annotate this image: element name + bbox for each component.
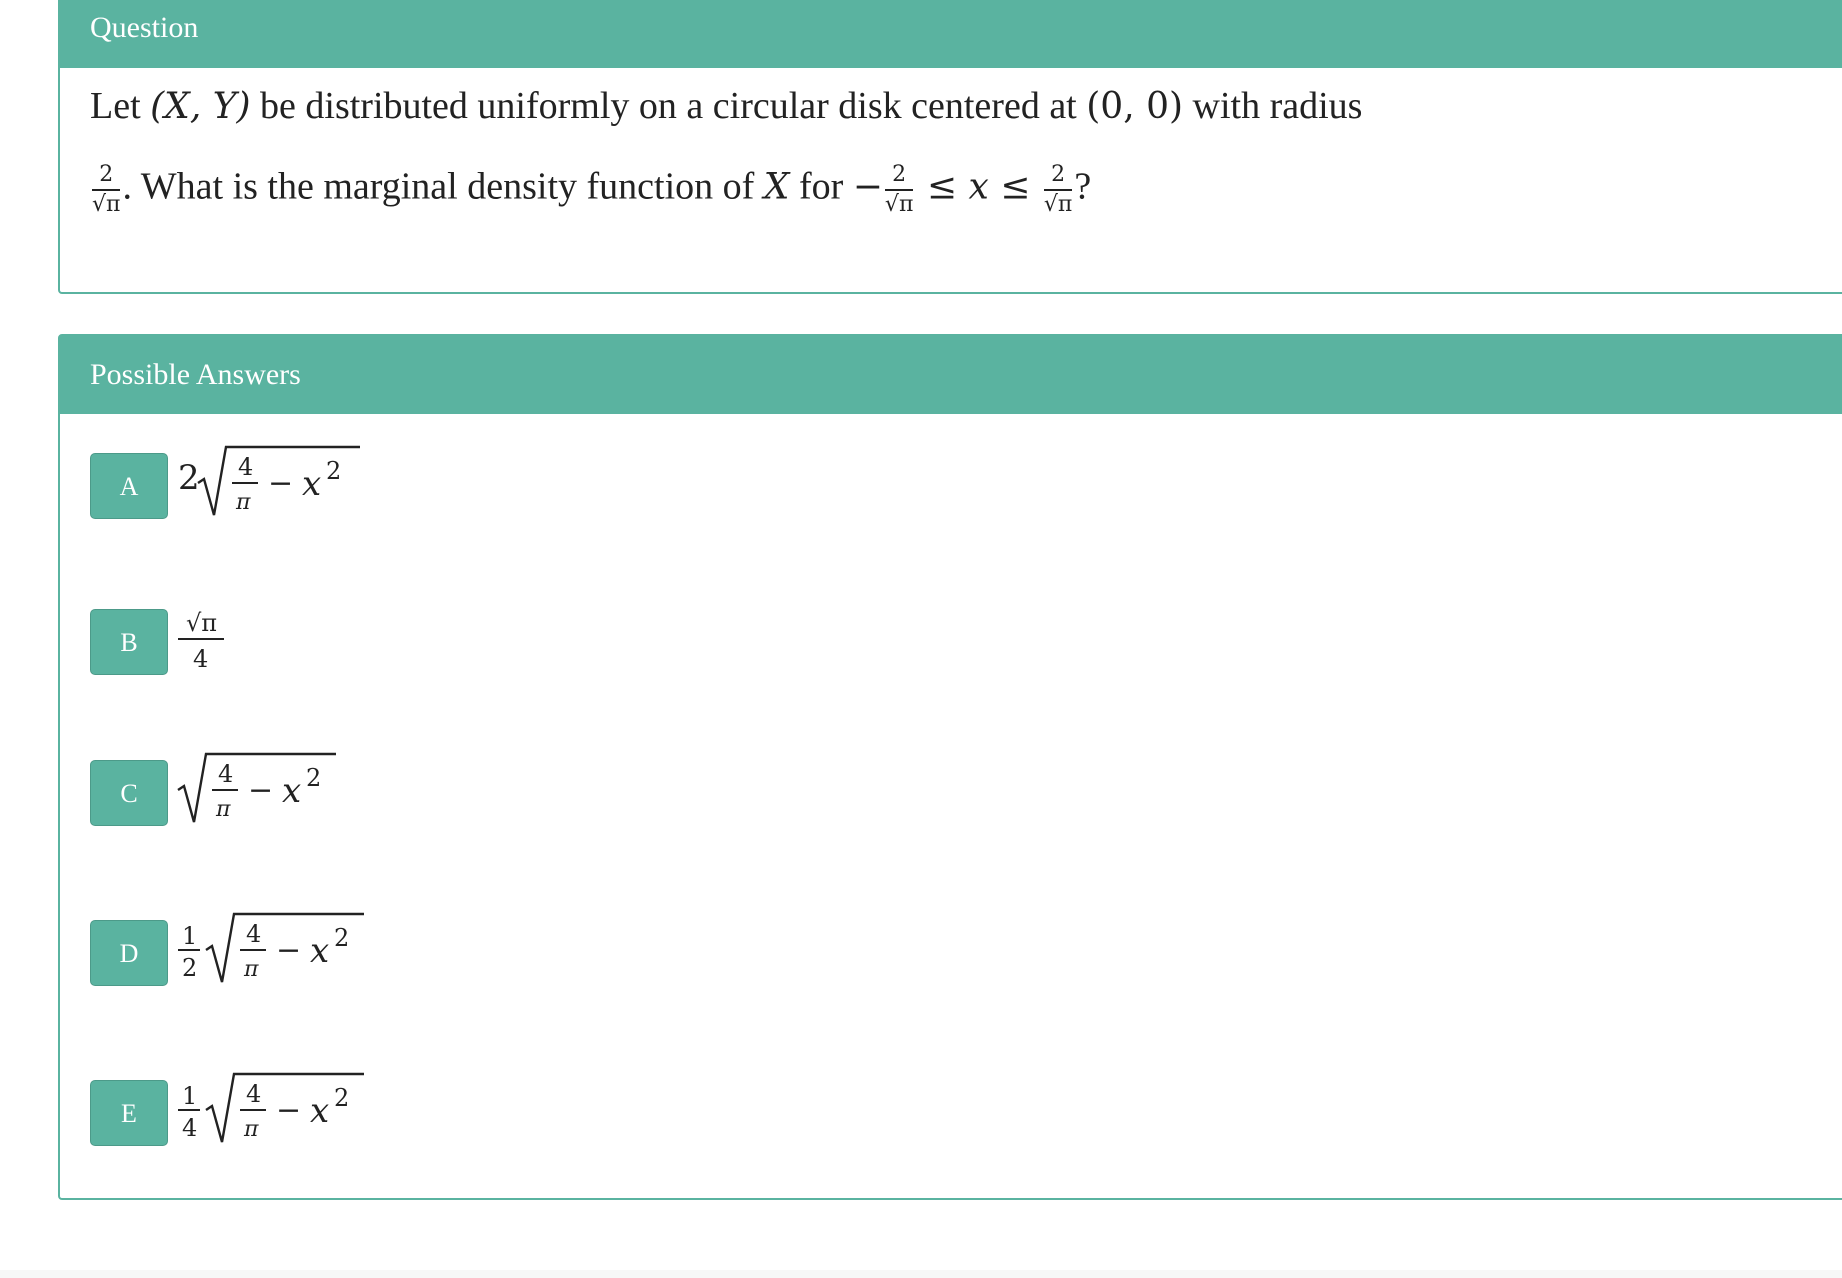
answer-d-frac-num: 4	[246, 920, 262, 948]
math-leq-2: ≤	[988, 166, 1042, 208]
answer-a-coefficient: 2	[178, 458, 200, 498]
question-heading: Question	[60, 0, 1842, 68]
upper-bound-fraction	[1044, 164, 1072, 216]
question-text-suffix: with radius	[1183, 85, 1363, 127]
math-center: (0, 0)	[1086, 86, 1184, 127]
answer-c-frac-den: π	[216, 797, 231, 822]
answers-heading: Possible Answers	[60, 336, 1842, 414]
answer-b-math	[176, 595, 256, 685]
answer-a-expression	[176, 439, 376, 529]
math-var-x: x	[968, 166, 989, 208]
answer-d-coef-num: 1	[182, 922, 198, 950]
answer-d-var: x	[310, 931, 330, 971]
question-text-b: for	[789, 165, 853, 208]
answer-a-exp: 2	[326, 457, 342, 485]
question-text-a: . What is the marginal density function of	[122, 165, 764, 208]
radius-numerator: 2	[92, 164, 120, 191]
lower-bound-numerator: 2	[885, 164, 913, 191]
lower-bound-denominator: √π	[884, 192, 914, 217]
answer-d-math	[176, 906, 376, 996]
answer-a-math	[176, 439, 376, 529]
question-mark: ?	[1074, 165, 1092, 208]
answer-b-button[interactable]: B	[90, 609, 168, 675]
answer-c-frac-num: 4	[218, 760, 234, 788]
upper-bound-denominator: √π	[1043, 192, 1073, 217]
math-minus: −	[852, 166, 883, 208]
answer-e-frac-num: 4	[246, 1080, 262, 1108]
question-text-line-2	[90, 164, 1091, 216]
answer-e-button[interactable]: E	[90, 1080, 168, 1146]
answer-e-frac-den: π	[244, 1117, 259, 1142]
answer-a-var: x	[302, 464, 322, 504]
radius-denominator: √π	[92, 192, 121, 217]
answers-panel	[58, 334, 1842, 1200]
answer-d-frac-den: π	[244, 957, 259, 982]
answer-b-expression	[176, 595, 256, 685]
answer-a-button[interactable]: A	[90, 453, 168, 519]
math-leq-1: ≤	[915, 166, 969, 208]
answer-c-exp: 2	[306, 764, 322, 792]
answer-c-math	[176, 746, 356, 836]
answer-a-frac-num: 4	[238, 453, 254, 481]
math-pair-xy: (X, Y)	[150, 86, 251, 127]
answer-c-var: x	[282, 771, 302, 811]
answer-d-button[interactable]: D	[90, 920, 168, 986]
answer-c-expression	[176, 746, 356, 836]
question-panel	[58, 0, 1842, 294]
upper-bound-numerator: 2	[1044, 164, 1072, 191]
math-var-X: X	[763, 166, 790, 208]
answer-b-denominator: 4	[193, 645, 209, 673]
question-text-line-1	[90, 84, 1362, 128]
answer-e-var: x	[310, 1091, 330, 1131]
answer-e-math	[176, 1066, 376, 1156]
answer-e-minus: −	[276, 1093, 302, 1128]
answer-b-numerator: √π	[186, 609, 218, 637]
answer-a-minus: −	[268, 466, 294, 501]
answer-c-button[interactable]: C	[90, 760, 168, 826]
radius-fraction	[92, 164, 120, 216]
answer-e-coef-den: 4	[182, 1114, 198, 1142]
answer-d-coef-den: 2	[182, 954, 198, 982]
question-text-middle: be distributed uniformly on a circular disk centered at	[250, 85, 1087, 127]
lower-bound-fraction	[885, 164, 913, 216]
question-text-prefix: Let	[90, 85, 151, 127]
answer-d-expression	[176, 906, 376, 996]
answer-d-minus: −	[276, 933, 302, 968]
answer-c-minus: −	[248, 773, 274, 808]
answer-e-exp: 2	[334, 1084, 350, 1112]
answer-a-frac-den: π	[236, 490, 251, 515]
answer-e-coef-num: 1	[182, 1082, 198, 1110]
answer-e-expression	[176, 1066, 376, 1156]
answer-d-exp: 2	[334, 924, 350, 952]
